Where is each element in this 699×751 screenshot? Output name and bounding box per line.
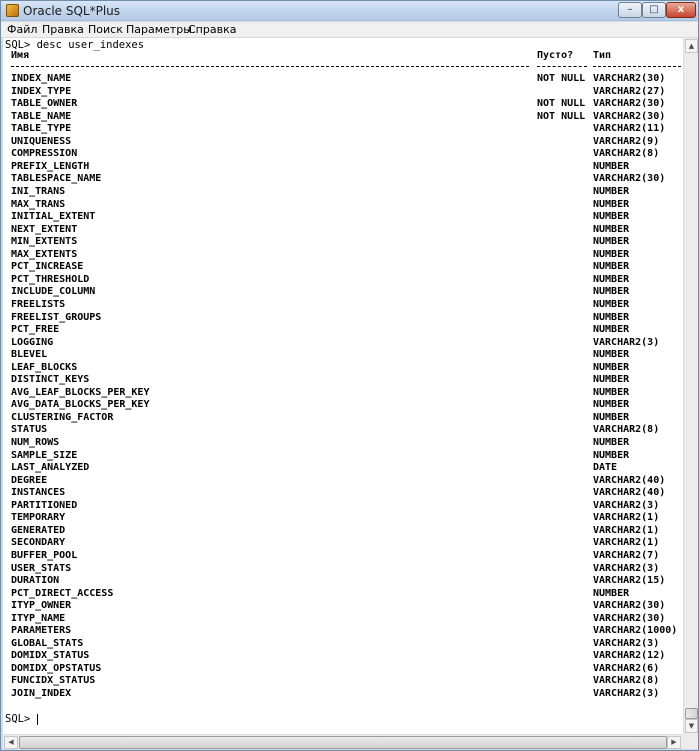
column-name-cell: LEAF_BLOCKS [11, 361, 78, 373]
scroll-left-arrow-icon[interactable]: ◀ [4, 736, 18, 749]
column-name-cell: LOGGING [11, 336, 54, 348]
scroll-right-arrow-icon[interactable]: ▶ [667, 736, 681, 749]
column-name-cell: SAMPLE_SIZE [11, 449, 78, 461]
column-type-cell: NUMBER [593, 374, 630, 386]
column-name-cell: PCT_INCREASE [11, 261, 84, 273]
oracle-app-icon [6, 4, 19, 17]
column-name-cell: NEXT_EXTENT [11, 223, 78, 235]
menu-options[interactable]: Параметры [126, 23, 192, 36]
scroll-up-arrow-icon[interactable]: ▲ [685, 39, 698, 53]
column-type-cell: NUMBER [593, 587, 630, 599]
column-type-cell: VARCHAR2(30) [593, 110, 666, 122]
column-type-cell: NUMBER [593, 223, 630, 235]
column-type-cell: VARCHAR2(7) [593, 549, 660, 561]
menu-file[interactable]: Файл [7, 23, 38, 36]
sql-prompt: SQL> [5, 713, 37, 725]
column-type-cell: VARCHAR2(12) [593, 650, 666, 662]
column-name-cell: DURATION [11, 575, 60, 586]
column-name-cell: AVG_LEAF_BLOCKS_PER_KEY [11, 386, 150, 398]
column-name-cell: FUNCIDX_STATUS [11, 675, 96, 687]
column-name-cell: SECONDARY [11, 537, 66, 549]
column-name-cell: INITIAL_EXTENT [11, 211, 96, 223]
column-type-cell: NUMBER [593, 248, 630, 260]
vertical-scrollbar[interactable] [683, 38, 698, 734]
column-name-cell: TABLESPACE_NAME [11, 173, 102, 185]
column-name-cell: DOMIDX_STATUS [11, 650, 90, 662]
header-name: Имя [11, 50, 30, 61]
minimize-button[interactable]: – [618, 2, 642, 18]
column-name-cell: FREELISTS [11, 298, 66, 310]
header-separator-type [593, 66, 681, 67]
column-type-cell: VARCHAR2(11) [593, 123, 666, 135]
column-type-cell: NUMBER [593, 298, 630, 310]
header-separator-null [537, 66, 587, 67]
column-name-cell: STATUS [11, 424, 48, 436]
column-name-cell: ITYP_OWNER [11, 600, 72, 612]
column-name-cell: INSTANCES [11, 487, 66, 499]
column-name-cell: DOMIDX_OPSTATUS [11, 662, 102, 674]
column-type-cell: NUMBER [593, 185, 630, 197]
column-type-cell: VARCHAR2(40) [593, 474, 666, 486]
column-type-cell: VARCHAR2(30) [593, 600, 666, 612]
column-type-cell: VARCHAR2(1) [593, 512, 660, 524]
header-null: Пусто? [537, 50, 574, 61]
column-type-cell: VARCHAR2(30) [593, 98, 666, 110]
column-type-cell: NUMBER [593, 411, 630, 423]
column-type-cell: VARCHAR2(40) [593, 487, 666, 499]
column-type-cell: NUMBER [593, 261, 630, 273]
column-type-cell: NUMBER [593, 349, 630, 361]
column-type-cell: NUMBER [593, 286, 630, 298]
menu-bar [1, 22, 698, 38]
text-cursor [37, 714, 38, 725]
column-name-cell: UNIQUENESS [11, 135, 72, 147]
column-name-cell: PARAMETERS [11, 625, 72, 637]
column-type-cell: NUMBER [593, 311, 630, 323]
close-button[interactable]: x [666, 2, 696, 18]
column-name-cell: INCLUDE_COLUMN [11, 286, 96, 298]
column-name-cell: TEMPORARY [11, 512, 66, 524]
column-name-cell: MAX_TRANS [11, 198, 66, 210]
column-type-cell: VARCHAR2(3) [593, 499, 660, 511]
command-line: SQL> desc user_indexes [5, 39, 145, 51]
column-name-cell: FREELIST_GROUPS [11, 311, 102, 323]
column-type-cell: VARCHAR2(30) [593, 612, 666, 624]
column-name-cell: INI_TRANS [11, 185, 66, 197]
column-type-cell: VARCHAR2(8) [593, 148, 660, 160]
scroll-down-arrow-icon[interactable]: ▼ [685, 719, 698, 733]
column-name-cell: PCT_FREE [11, 324, 60, 335]
column-name-cell: JOIN_INDEX [11, 688, 72, 699]
column-type-cell: VARCHAR2(1000) [593, 625, 678, 637]
title-bar[interactable] [1, 1, 698, 21]
maximize-button[interactable]: □ [642, 2, 666, 18]
column-null-cell: NOT NULL [537, 73, 586, 84]
column-type-cell: VARCHAR2(30) [593, 73, 666, 84]
column-type-cell: VARCHAR2(3) [593, 637, 660, 649]
column-type-cell: VARCHAR2(15) [593, 575, 666, 586]
column-type-cell: VARCHAR2(3) [593, 688, 660, 699]
column-name-cell: LAST_ANALYZED [11, 462, 90, 474]
column-type-cell: DATE [593, 462, 618, 474]
column-type-cell: NUMBER [593, 449, 630, 461]
column-type-cell: VARCHAR2(9) [593, 135, 660, 147]
column-name-cell: DEGREE [11, 474, 48, 486]
column-name-cell: NUM_ROWS [11, 437, 60, 448]
column-name-cell: INDEX_TYPE [11, 85, 72, 97]
column-type-cell: VARCHAR2(3) [593, 562, 660, 574]
column-name-cell: USER_STATS [11, 562, 72, 574]
column-type-cell: VARCHAR2(8) [593, 424, 660, 436]
window-title: Oracle SQL*Plus [23, 4, 121, 18]
column-type-cell: NUMBER [593, 399, 630, 411]
column-null-cell: NOT NULL [537, 110, 586, 122]
column-type-cell: VARCHAR2(3) [593, 336, 660, 348]
header-type: Тип [593, 50, 612, 61]
scrollbar-corner [683, 734, 698, 749]
column-type-cell: NUMBER [593, 273, 630, 285]
column-type-cell: NUMBER [593, 198, 630, 210]
column-type-cell: NUMBER [593, 437, 630, 448]
column-name-cell: PCT_THRESHOLD [11, 273, 90, 285]
column-name-cell: COMPRESSION [11, 148, 78, 160]
column-name-cell: MIN_EXTENTS [11, 236, 78, 248]
horizontal-scrollbar[interactable] [3, 734, 683, 749]
column-type-cell: VARCHAR2(1) [593, 537, 660, 549]
column-type-cell: NUMBER [593, 324, 630, 335]
column-name-cell: PARTITIONED [11, 499, 78, 511]
column-null-cell: NOT NULL [537, 98, 586, 110]
column-type-cell: NUMBER [593, 361, 630, 373]
prompt-line[interactable] [5, 713, 38, 725]
column-name-cell: CLUSTERING_FACTOR [11, 411, 114, 423]
column-name-cell: INDEX_NAME [11, 73, 72, 84]
column-name-cell: TABLE_OWNER [11, 98, 78, 110]
horizontal-scroll-thumb[interactable] [19, 736, 667, 749]
column-name-cell: TABLE_TYPE [11, 123, 72, 135]
column-type-cell: VARCHAR2(1) [593, 524, 660, 536]
column-type-cell: NUMBER [593, 211, 630, 223]
column-name-cell: BLEVEL [11, 349, 48, 361]
menu-help[interactable]: Справка [188, 23, 237, 36]
column-name-cell: TABLE_NAME [11, 110, 72, 122]
column-name-cell: DISTINCT_KEYS [11, 374, 90, 386]
console-output[interactable] [3, 38, 683, 734]
column-name-cell: MAX_EXTENTS [11, 248, 78, 260]
column-type-cell: NUMBER [593, 236, 630, 248]
column-type-cell: VARCHAR2(6) [593, 662, 660, 674]
column-type-cell: VARCHAR2(27) [593, 85, 666, 97]
column-name-cell: GLOBAL_STATS [11, 637, 84, 649]
column-name-cell: GENERATED [11, 524, 66, 536]
column-type-cell: NUMBER [593, 386, 630, 398]
column-name-cell: AVG_DATA_BLOCKS_PER_KEY [11, 399, 150, 411]
header-separator-name [11, 66, 529, 67]
column-type-cell: NUMBER [593, 160, 630, 172]
column-name-cell: ITYP_NAME [11, 612, 66, 624]
vertical-scroll-thumb[interactable] [685, 708, 698, 719]
column-type-cell: VARCHAR2(30) [593, 173, 666, 185]
menu-search[interactable]: Поиск [88, 23, 123, 36]
column-name-cell: BUFFER_POOL [11, 549, 78, 561]
column-type-cell: VARCHAR2(8) [593, 675, 660, 687]
menu-edit[interactable]: Правка [42, 23, 84, 36]
column-name-cell: PCT_DIRECT_ACCESS [11, 587, 114, 599]
column-name-cell: PREFIX_LENGTH [11, 160, 90, 172]
